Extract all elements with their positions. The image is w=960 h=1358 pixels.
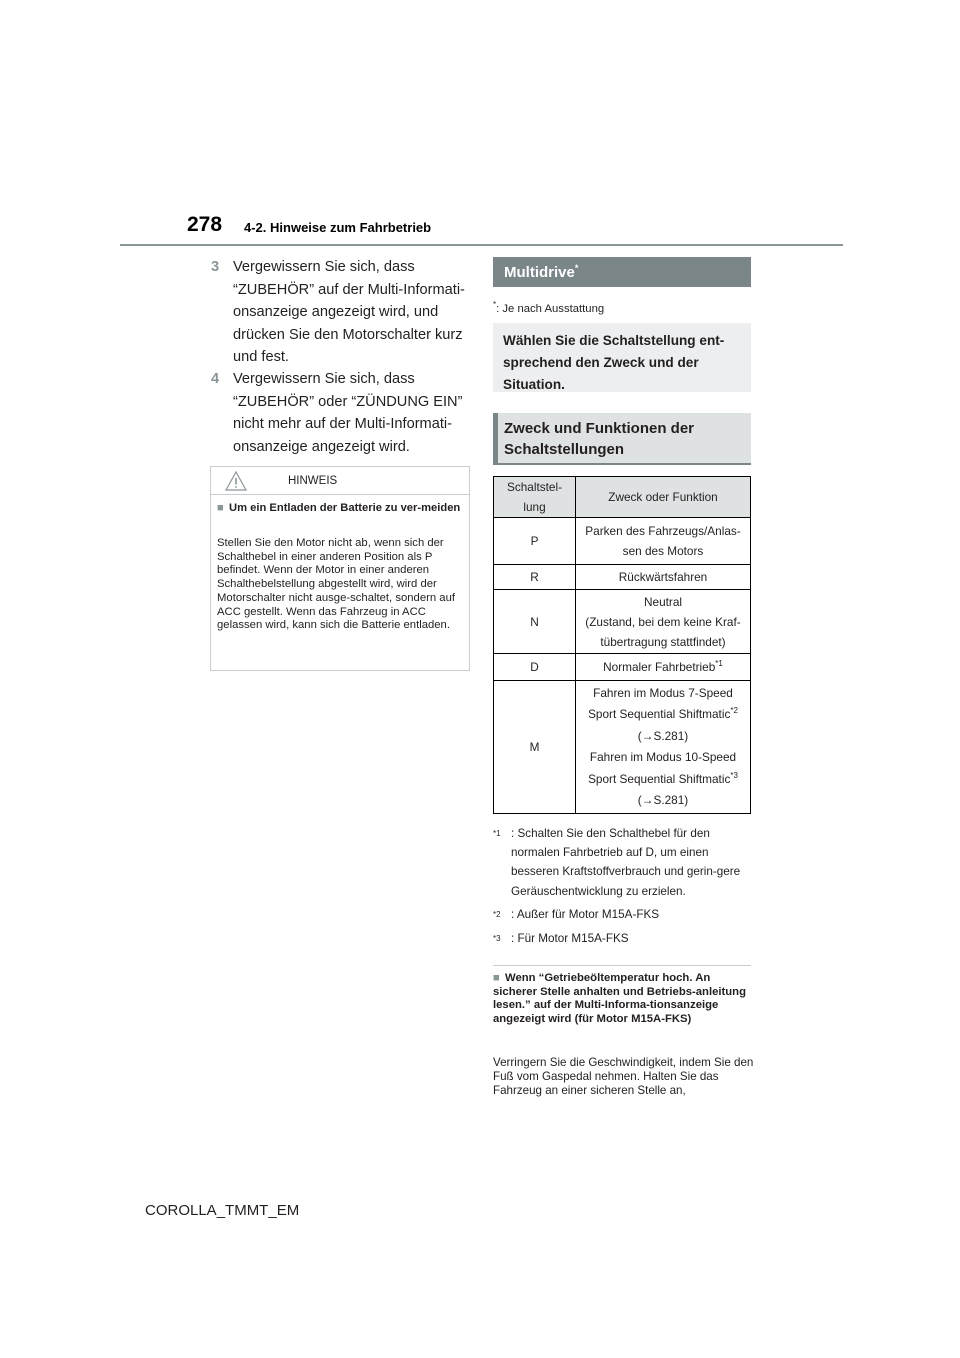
warning-heading-text: Wenn “Getriebeöltemperatur hoch. An sicherer Stelle anhalten und Betriebs-anleitung lesen.” auf der Multi-Informa-tionsanzeige angezeigt wird (für Motor M15A-FKS) bbox=[493, 972, 746, 1026]
table-cell-function bbox=[576, 518, 751, 565]
hinweis-subheading-text: Um ein Entladen der Batterie zu ver-meiden bbox=[229, 502, 461, 514]
function-text: Normaler Fahrbetrieb bbox=[603, 660, 716, 674]
intro-text: Wählen Sie die Schaltstellung ent-sprechend den Zweck und der Situation. bbox=[503, 333, 725, 392]
table-row bbox=[494, 681, 751, 814]
step-number: 4 bbox=[211, 371, 220, 387]
footnote-text: : Je nach Ausstattung bbox=[496, 302, 605, 315]
hinweis-header bbox=[211, 467, 469, 495]
page-number: 278 bbox=[187, 213, 223, 236]
table-cell-position: P bbox=[494, 518, 576, 565]
table-cell-position: N bbox=[494, 590, 576, 654]
multidrive-heading-bar bbox=[493, 257, 751, 287]
footnote-mark: * bbox=[493, 300, 497, 309]
hinweis-box bbox=[210, 466, 470, 671]
warning-heading bbox=[493, 972, 751, 1027]
table-row bbox=[494, 565, 751, 590]
table-footnote-3 bbox=[493, 929, 751, 948]
table-footnote-1 bbox=[493, 824, 751, 901]
multidrive-title-text: Multidrive bbox=[504, 264, 575, 281]
function-text: Sport Sequential Shiftmatic bbox=[588, 707, 731, 721]
function-text: Sport Sequential Shiftmatic bbox=[588, 771, 731, 786]
step-4 bbox=[211, 368, 471, 458]
hinweis-subheading bbox=[217, 502, 463, 516]
function-line: Fahren im Modus 7-Speed bbox=[593, 685, 733, 700]
footnote-text: : Außer für Motor M15A-FKS bbox=[511, 908, 660, 921]
footnote-mark: *1 bbox=[493, 829, 501, 838]
function-line bbox=[576, 704, 750, 726]
table-header-cell: Zweck oder Funktion bbox=[576, 477, 751, 518]
function-footnote-mark: *1 bbox=[715, 659, 723, 669]
page-reference: (→S.281) bbox=[637, 728, 689, 743]
function-line bbox=[576, 769, 750, 791]
footnote-text: : Für Motor M15A-FKS bbox=[511, 932, 629, 945]
table-cell-function bbox=[576, 654, 751, 681]
table-footnote-2 bbox=[493, 905, 751, 924]
table-header-row bbox=[494, 477, 751, 518]
step-3 bbox=[211, 256, 471, 369]
multidrive-title-mark: * bbox=[574, 263, 579, 273]
step-text: Vergewissern Sie sich, dass “ZUBEHÖR” oder “ZÜNDUNG EIN” nicht mehr auf der Multi-Informati-onsanzeige angezeigt wird. bbox=[233, 371, 463, 455]
section-title: 4-2. Hinweise zum Fahrbetrieb bbox=[244, 220, 432, 235]
table-row bbox=[494, 654, 751, 681]
table-cell-function: Rückwärtsfahren bbox=[576, 565, 751, 590]
step-number: 3 bbox=[211, 259, 220, 275]
section-divider bbox=[493, 965, 751, 966]
footnote-text: : Schalten Sie den Schalthebel für den normalen Fahrbetrieb auf D, um einen besseren Kraftstoffverbrauch und gerin-gere Geräuschentwicklung zu erzielen. bbox=[511, 827, 741, 898]
table-cell-position: D bbox=[494, 654, 576, 681]
table-cell-position: M bbox=[494, 681, 576, 814]
header-position: Schaltstel-lung bbox=[506, 480, 563, 514]
table-row bbox=[494, 590, 751, 654]
table-cell-function bbox=[576, 590, 751, 654]
function-text: Parken des Fahrzeugs/Anlas-sen des Motors bbox=[585, 524, 741, 558]
table-header-cell bbox=[494, 477, 576, 518]
intro-box bbox=[493, 323, 751, 392]
hinweis-body: Stellen Sie den Motor nicht ab, wenn sich der Schalthebel in einer anderen Position als P befindet. Wenn der Motor in einer anderen Schalthebelstellung abgestellt wird, wird der Motorschalter nicht ausge-schaltet, sondern auf ACC gestellt. Wenn das Fahrzeug in ACC gelassen wird, kann sich die Batterie entladen. bbox=[217, 537, 455, 632]
square-bullet-icon: ■ bbox=[493, 972, 500, 984]
table-row bbox=[494, 518, 751, 565]
multidrive-title bbox=[504, 263, 578, 281]
table-cell-position: R bbox=[494, 565, 576, 590]
shift-position-table bbox=[493, 476, 751, 814]
footnote-mark: *3 bbox=[493, 934, 501, 943]
table-cell-function bbox=[576, 681, 751, 814]
warning-triangle-icon bbox=[225, 471, 247, 491]
header-divider bbox=[120, 244, 843, 246]
function-line: Fahren im Modus 10-Speed bbox=[589, 750, 737, 764]
document-id: COROLLA_TMMT_EM bbox=[145, 1202, 300, 1219]
function-line: Neutral bbox=[643, 594, 683, 609]
zweck-heading-box bbox=[493, 413, 751, 465]
step-text: Vergewissern Sie sich, dass “ZUBEHÖR” auf der Multi-Informati-onsanzeige angezeigt wird, und drücken Sie den Motorschalter kurz und fest. bbox=[233, 259, 465, 366]
function-footnote-mark: *3 bbox=[730, 770, 738, 780]
zweck-heading: Zweck und Funktionen der Schaltstellungen bbox=[504, 420, 695, 458]
function-footnote-mark: *2 bbox=[730, 706, 738, 716]
function-line: tübertragung stattfindet) bbox=[600, 634, 726, 649]
page-reference: (→S.281) bbox=[637, 793, 689, 807]
warning-body: Verringern Sie die Geschwindigkeit, indem Sie den Fuß vom Gaspedal nehmen. Halten Sie das Fahrzeug an einer sicheren Stelle an, bbox=[493, 1056, 754, 1097]
footnote-mark: *2 bbox=[493, 910, 501, 919]
hinweis-label: HINWEIS bbox=[288, 475, 338, 487]
square-bullet-icon: ■ bbox=[217, 502, 224, 514]
equipment-footnote bbox=[493, 300, 604, 315]
function-line: (Zustand, bei dem keine Kraf- bbox=[585, 614, 741, 629]
